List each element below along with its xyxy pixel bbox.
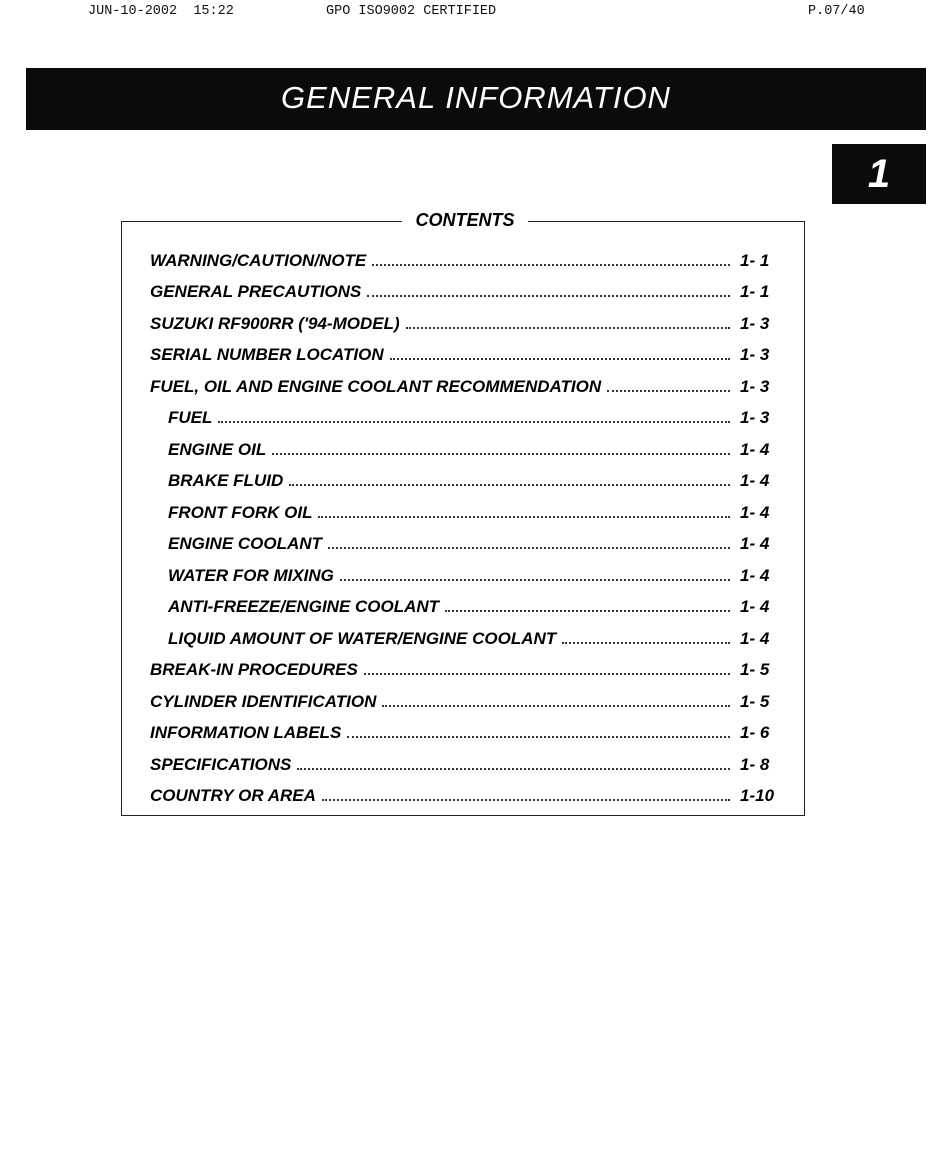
dot-leader [297,768,730,770]
toc-entry[interactable] [122,680,804,712]
fax-date: JUN-10-2002 15:22 [88,4,234,19]
toc-entry-page: 1- 3 [740,313,770,333]
toc-entry-label: FRONT FORK OIL [168,502,313,522]
dot-leader [372,264,730,266]
toc-entry-page: 1- 5 [740,691,770,711]
toc-entry-label: FUEL, OIL AND ENGINE COOLANT RECOMMENDATION [150,376,602,396]
fax-certification: GPO ISO9002 CERTIFIED [326,4,497,19]
toc-entry-page: 1- 4 [740,565,770,585]
dot-leader [367,295,730,297]
toc-entry-label: LIQUID AMOUNT OF WATER/ENGINE COOLANT [168,628,557,648]
table-of-contents [122,239,804,806]
toc-entry[interactable] [122,271,804,303]
toc-entry-label: BRAKE FLUID [168,471,284,490]
toc-entry-page: 1- 5 [740,660,770,679]
dot-leader [218,421,730,423]
fax-page-number: P.07/40 [808,4,865,19]
toc-entry-label: ANTI-FREEZE/ENGINE COOLANT [168,597,440,616]
toc-entry[interactable] [122,491,804,523]
toc-entry-label: SERIAL NUMBER LOCATION [150,345,384,364]
toc-entry-label: WARNING/CAUTION/NOTE [150,250,367,270]
toc-entry[interactable] [122,617,804,649]
toc-entry[interactable] [122,460,804,492]
dot-leader [340,579,730,581]
toc-entry[interactable] [122,334,804,366]
toc-entry-label: SPECIFICATIONS [150,754,292,774]
toc-entry-page: 1- 8 [740,754,770,774]
page-title: GENERAL INFORMATION [281,80,671,115]
title-bar [26,68,926,130]
toc-entry-label: FUEL [168,408,213,427]
toc-entry-label: CYLINDER IDENTIFICATION [150,691,377,711]
chapter-tab: 1 [832,144,926,204]
fax-header [0,4,950,22]
toc-entry-page: 1- 4 [740,534,770,553]
dot-leader [445,610,730,612]
toc-entry-label: SUZUKI RF900RR ('94-MODEL) [150,313,400,333]
toc-entry-page: 1- 4 [740,439,770,459]
dot-leader [318,516,730,518]
dot-leader [406,327,730,329]
toc-entry-page: 1- 3 [740,376,770,396]
toc-entry-page: 1- 6 [740,723,770,742]
dot-leader [607,390,730,392]
toc-entry-label: GENERAL PRECAUTIONS [150,282,362,301]
toc-entry[interactable] [122,302,804,334]
dot-leader [289,484,730,486]
dot-leader [328,547,730,549]
toc-entry-page: 1- 1 [740,282,770,301]
toc-entry[interactable] [122,712,804,744]
toc-entry-label: WATER FOR MIXING [168,565,334,585]
toc-entry-page: 1- 4 [740,502,770,522]
toc-entry-page: 1- 1 [740,250,770,270]
toc-entry[interactable] [122,586,804,618]
toc-entry-label: BREAK-IN PROCEDURES [150,660,358,679]
toc-entry[interactable] [122,428,804,460]
toc-entry[interactable] [122,775,804,807]
toc-entry-page: 1- 3 [740,345,770,364]
toc-entry[interactable] [122,239,804,271]
toc-entry[interactable] [122,365,804,397]
toc-entry-label: ENGINE COOLANT [168,534,322,553]
dot-leader [562,642,730,644]
toc-entry-label: COUNTRY OR AREA [150,786,316,805]
toc-entry-label: ENGINE OIL [168,439,267,459]
dot-leader [382,705,730,707]
dot-leader [322,799,730,801]
toc-entry-page: 1- 4 [740,628,770,648]
toc-entry-page: 1-10 [740,786,775,805]
contents-heading: CONTENTS [402,210,528,231]
toc-entry[interactable] [122,554,804,586]
toc-entry-page: 1- 4 [740,471,770,490]
dot-leader [390,358,730,360]
dot-leader [364,673,730,675]
contents-box [121,210,805,816]
toc-entry[interactable] [122,649,804,681]
toc-entry-label: INFORMATION LABELS [150,723,342,742]
toc-entry-page: 1- 3 [740,408,770,427]
dot-leader [272,453,730,455]
toc-entry[interactable] [122,397,804,429]
dot-leader [347,736,730,738]
toc-entry-page: 1- 4 [740,597,770,616]
toc-entry[interactable] [122,743,804,775]
toc-entry[interactable] [122,523,804,555]
